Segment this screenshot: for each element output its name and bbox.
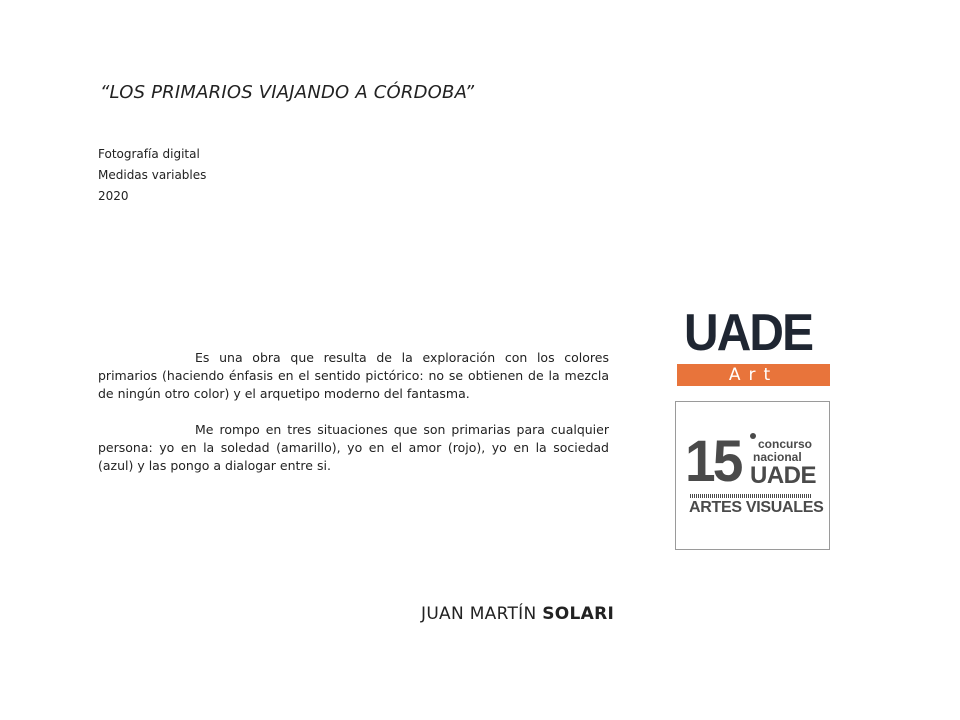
uade-art-tag: Art [677,364,830,386]
contest-logo [675,401,830,550]
contest-line1: concurso [758,437,813,451]
uade-wordmark: UADE [684,304,813,362]
contest-rule [690,494,812,498]
artwork-dimensions: Medidas variables [98,168,207,182]
contest-number: 15 [685,429,741,494]
author-first-names: JUAN MARTÍN [421,604,537,624]
author-name [421,604,614,624]
contest-line3: UADE [750,462,817,489]
artwork-technique: Fotografía digital [98,147,200,161]
contest-subtitle: ARTES VISUALES [689,499,824,516]
artwork-description [98,349,609,493]
uade-art-logo [677,290,830,387]
description-paragraph: Me rompo en tres situaciones que son primarias para cualquier persona: yo en la soledad (amarillo), yo en el amor (rojo), yo en la sociedad (azul) y las pongo a dialogar entre si. [98,422,609,473]
contest-line2: nacional [753,450,802,464]
artwork-year: 2020 [98,189,129,203]
author-surname: SOLARI [542,604,615,624]
artwork-title: “LOS PRIMARIOS VIAJANDO A CÓRDOBA” [100,82,475,103]
artwork-details [98,144,206,207]
description-paragraph: Es una obra que resulta de la exploración con los colores primarios (haciendo énfasis en el sentido pictórico: no se obtienen de la mezcla de ningún otro color) y el arquetipo moderno del fantasma. [98,350,609,401]
contest-dot [750,433,756,439]
